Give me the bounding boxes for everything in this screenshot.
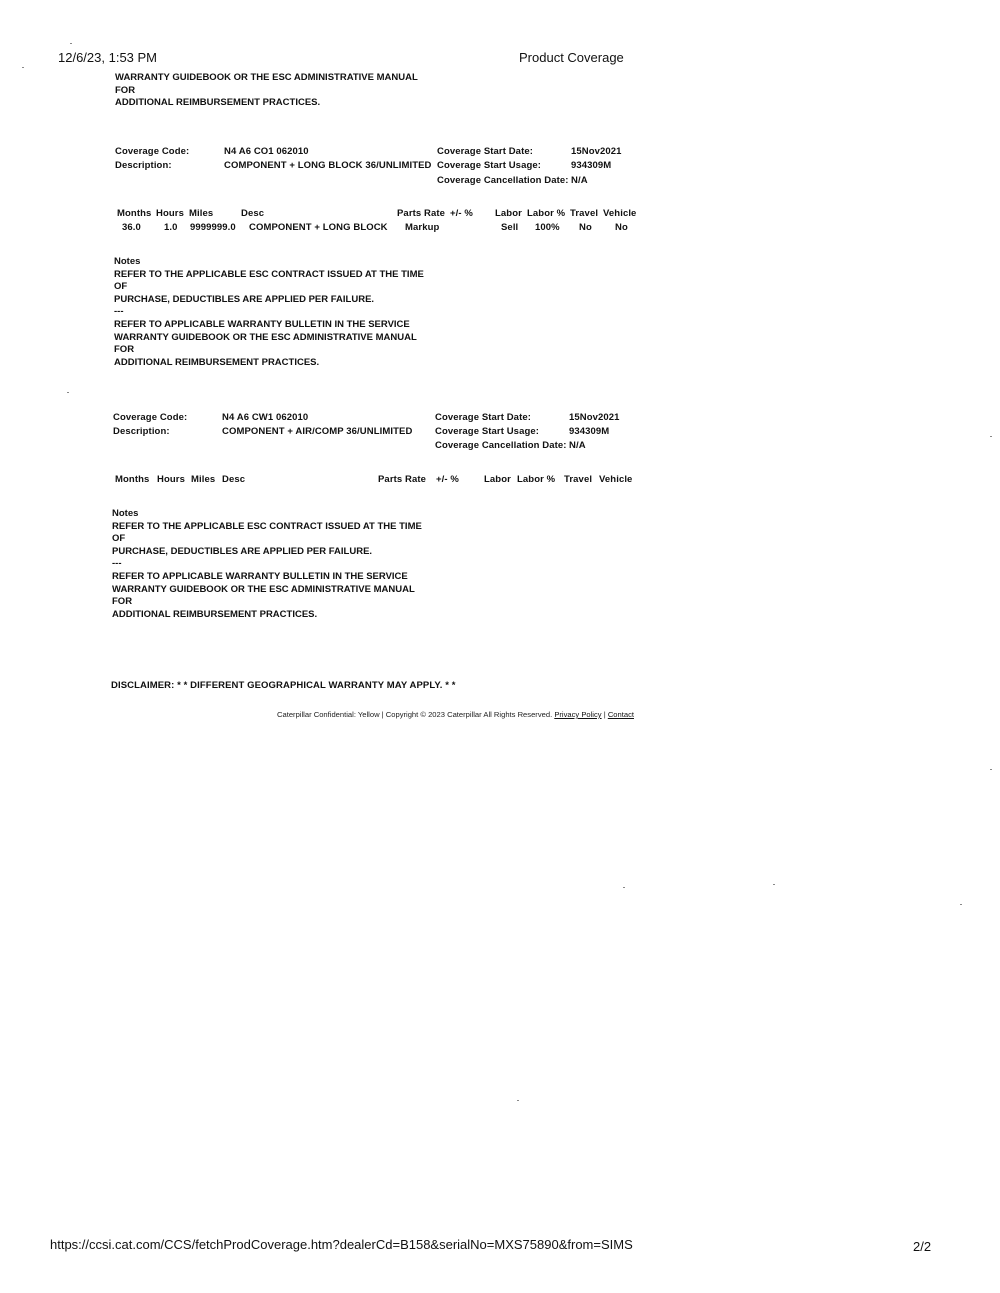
col-vehicle: Vehicle [603,208,637,219]
print-datetime: 12/6/23, 1:53 PM [58,50,158,65]
print-url: https://ccsi.cat.com/CCS/fetchProdCoverage.htm?dealerCd=B158&serialNo=MXS75890&from=SIMS [50,1237,633,1252]
scan-speck [990,769,992,770]
coverage-code-label: Coverage Code: [113,412,188,423]
col-months: Months [117,208,152,219]
scan-speck [517,1100,519,1101]
note-line: WARRANTY GUIDEBOOK OR THE ESC ADMINISTRATIVE MANUAL [115,72,418,83]
coverage-code: N4 A6 CO1 062010 [224,146,309,157]
col-labor: Labor [484,474,511,485]
start-date-label: Coverage Start Date: [435,412,531,423]
note-line: WARRANTY GUIDEBOOK OR THE ESC ADMINISTRATIVE MANUAL [114,331,417,343]
scan-speck [960,904,962,905]
cancel-date-label: Coverage Cancellation Date: [435,440,567,451]
note-line: ADDITIONAL REIMBURSEMENT PRACTICES. [112,608,318,620]
note-line: ADDITIONAL REIMBURSEMENT PRACTICES. [114,356,320,368]
coverage-code: N4 A6 CW1 062010 [222,412,309,423]
scan-speck [67,392,69,393]
notes-block [112,508,422,621]
cell-miles: 9999999.0 [190,222,236,233]
cell-vehicle: No [615,222,628,233]
col-parts-rate: Parts Rate [397,208,445,219]
note-line: OF [114,281,128,293]
note-line: WARRANTY GUIDEBOOK OR THE ESC ADMINISTRATIVE MANUAL [112,583,415,595]
note-line: --- [112,558,122,570]
start-date: 15Nov2021 [571,146,622,157]
note-line: PURCHASE, DEDUCTIBLES ARE APPLIED PER FAILURE. [112,545,373,557]
start-usage: 934309M [571,160,612,171]
cancel-date: N/A [569,440,586,451]
col-travel: Travel [564,474,593,485]
col-plus-minus: +/- % [450,208,473,219]
cancel-date: N/A [571,175,588,186]
cell-months: 36.0 [122,222,141,233]
note-line: REFER TO APPLICABLE WARRANTY BULLETIN IN THE SERVICE [112,570,408,582]
scan-speck [990,436,992,437]
col-labor-pct: Labor % [527,208,566,219]
col-travel: Travel [570,208,599,219]
cell-travel: No [579,222,592,233]
description: COMPONENT + LONG BLOCK 36/UNLIMITED [224,160,432,171]
note-line: FOR [115,84,136,96]
footer-separator: | [603,710,606,719]
notes-block [114,256,424,369]
note-line: OF [112,533,126,545]
description: COMPONENT + AIR/COMP 36/UNLIMITED [222,426,413,437]
start-usage-label: Coverage Start Usage: [437,160,541,171]
scan-speck [22,67,24,68]
notes-title: Notes [114,256,141,267]
cell-hours: 1.0 [164,222,178,233]
site-footer [277,710,634,719]
cell-parts-rate: Markup [405,222,440,233]
note-line: REFER TO THE APPLICABLE ESC CONTRACT ISSUED AT THE TIME [114,268,424,280]
col-desc: Desc [241,208,265,219]
cell-labor-pct: 100% [535,222,560,233]
scan-speck [623,887,625,888]
col-desc: Desc [222,474,246,485]
description-label: Description: [113,426,170,437]
col-miles: Miles [191,474,216,485]
top-notes [115,72,418,110]
confidential-notice: Caterpillar Confidential: Yellow | Copyright © 2023 Caterpillar All Rights Reserved. [277,710,553,719]
start-date-label: Coverage Start Date: [437,146,533,157]
col-hours: Hours [156,208,184,219]
col-months: Months [115,474,150,485]
print-page-title: Product Coverage [519,50,624,65]
cell-desc: COMPONENT + LONG BLOCK [249,222,388,233]
col-miles: Miles [189,208,214,219]
col-labor: Labor [495,208,522,219]
coverage-code-label: Coverage Code: [115,146,190,157]
scan-speck [70,43,72,44]
cell-labor: Sell [501,222,519,233]
col-plus-minus: +/- % [436,474,459,485]
note-line: PURCHASE, DEDUCTIBLES ARE APPLIED PER FAILURE. [114,293,375,305]
note-line: --- [114,306,124,318]
col-vehicle: Vehicle [599,474,633,485]
privacy-policy-link[interactable]: Privacy Policy [554,710,602,719]
note-line: REFER TO THE APPLICABLE ESC CONTRACT ISSUED AT THE TIME [112,520,422,532]
note-line: FOR [112,596,133,608]
description-label: Description: [115,160,172,171]
note-line: ADDITIONAL REIMBURSEMENT PRACTICES. [115,97,321,108]
notes-title: Notes [112,508,139,519]
print-page-number: 2/2 [913,1239,932,1254]
cancel-date-label: Coverage Cancellation Date: [437,175,569,186]
start-date: 15Nov2021 [569,412,620,423]
disclaimer: DISCLAIMER: * * DIFFERENT GEOGRAPHICAL WARRANTY MAY APPLY. * * [111,680,456,691]
scan-speck [773,884,775,885]
note-line: REFER TO APPLICABLE WARRANTY BULLETIN IN THE SERVICE [114,318,410,330]
start-usage: 934309M [569,426,610,437]
contact-link[interactable]: Contact [607,710,634,719]
col-parts-rate: Parts Rate [378,474,426,485]
start-usage-label: Coverage Start Usage: [435,426,539,437]
col-labor-pct: Labor % [517,474,556,485]
col-hours: Hours [157,474,185,485]
note-line: FOR [114,344,135,356]
